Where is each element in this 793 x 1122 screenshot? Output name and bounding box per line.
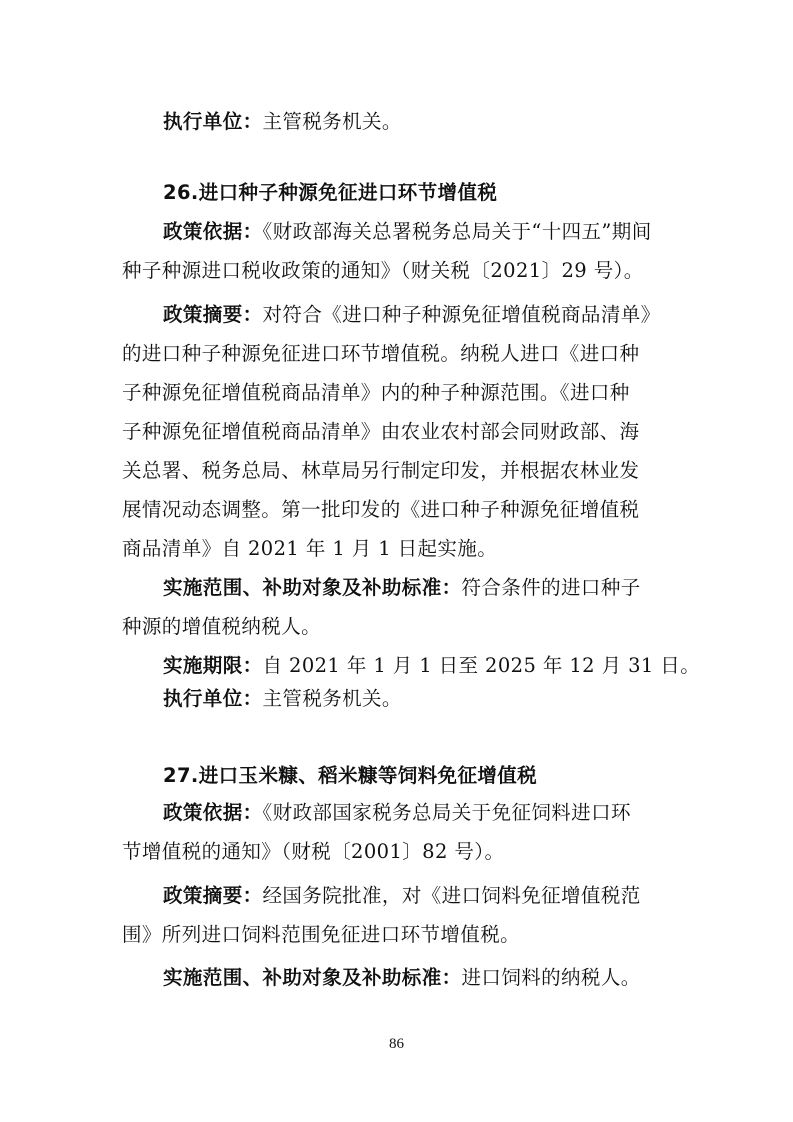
period-text: 自 2021 年 1 月 1 日至 2025 年 12 月 31 日。 [262, 654, 701, 677]
scope-label-27: 实施范围、补助对象及补助标准： [163, 966, 462, 989]
policy-basis-continuation-27: 节增值税的通知》（财税〔2001〕82 号）。 [122, 840, 505, 863]
period-label: 实施期限： [163, 654, 263, 677]
exec-unit-label: 执行单位： [163, 110, 263, 133]
policy-summary-line-4: 子种源免征增值税商品清单》由农业农村部会同财政部、海 [122, 420, 640, 443]
policy-basis-label-27: 政策依据： [163, 801, 263, 824]
policy-basis-continuation: 种子种源进口税收政策的通知》（财关税〔2021〕29 号）。 [122, 259, 644, 282]
policy-summary-continuation-27: 围》所列进口饲料范围免征进口环节增值税。 [122, 923, 521, 946]
policy-summary-label-27: 政策摘要： [163, 884, 263, 907]
exec-unit-line [163, 108, 402, 136]
exec-unit-text-26: 主管税务机关。 [262, 687, 402, 710]
policy-summary-line-7: 商品清单》自 2021 年 1 月 1 日起实施。 [122, 537, 498, 560]
section-heading-27: 27.进口玉米糠、稻米糠等饲料免征增值税 [163, 764, 538, 787]
exec-unit-label-26: 执行单位： [163, 687, 263, 710]
policy-summary-line-2: 的进口种子种源免征进口环节增值税。纳税人进口《进口种 [122, 342, 640, 365]
policy-summary-line [163, 301, 661, 329]
exec-unit-text: 主管税务机关。 [262, 110, 402, 133]
section-heading-26: 26.进口种子种源免征进口环节增值税 [163, 181, 498, 204]
exec-unit-line-26 [163, 685, 402, 713]
policy-summary-line-3: 子种源免征增值税商品清单》内的种子种源范围。《进口种 [122, 381, 630, 404]
policy-summary-text-27: 经国务院批准，对《进口饲料免征增值税范 [262, 884, 641, 907]
policy-summary-line-5: 关总署、税务总局、林草局另行制定印发，并根据农林业发 [122, 459, 640, 482]
scope-continuation: 种源的增值税纳税人。 [122, 615, 322, 638]
policy-basis-line [163, 218, 652, 246]
policy-basis-label: 政策依据： [163, 220, 263, 243]
period-line [163, 652, 700, 680]
page-number: 86 [389, 1036, 404, 1052]
scope-line-27 [163, 964, 641, 992]
scope-label: 实施范围、补助对象及补助标准： [163, 576, 462, 599]
policy-basis-text: 《财政部海关总署税务总局关于“十四五”期间 [262, 220, 652, 243]
policy-basis-text-27: 《财政部国家税务总局关于免征饲料进口环 [262, 801, 631, 824]
policy-summary-text: 对符合《进口种子种源免征增值税商品清单》 [262, 303, 661, 326]
scope-text-27: 进口饲料的纳税人。 [461, 966, 641, 989]
policy-summary-line-6: 展情况动态调整。第一批印发的《进口种子种源免征增值税 [122, 498, 640, 521]
scope-text: 符合条件的进口种子 [461, 576, 641, 599]
scope-line [163, 574, 641, 602]
policy-summary-line-27 [163, 882, 641, 910]
policy-basis-line-27 [163, 799, 631, 827]
policy-summary-label: 政策摘要： [163, 303, 263, 326]
